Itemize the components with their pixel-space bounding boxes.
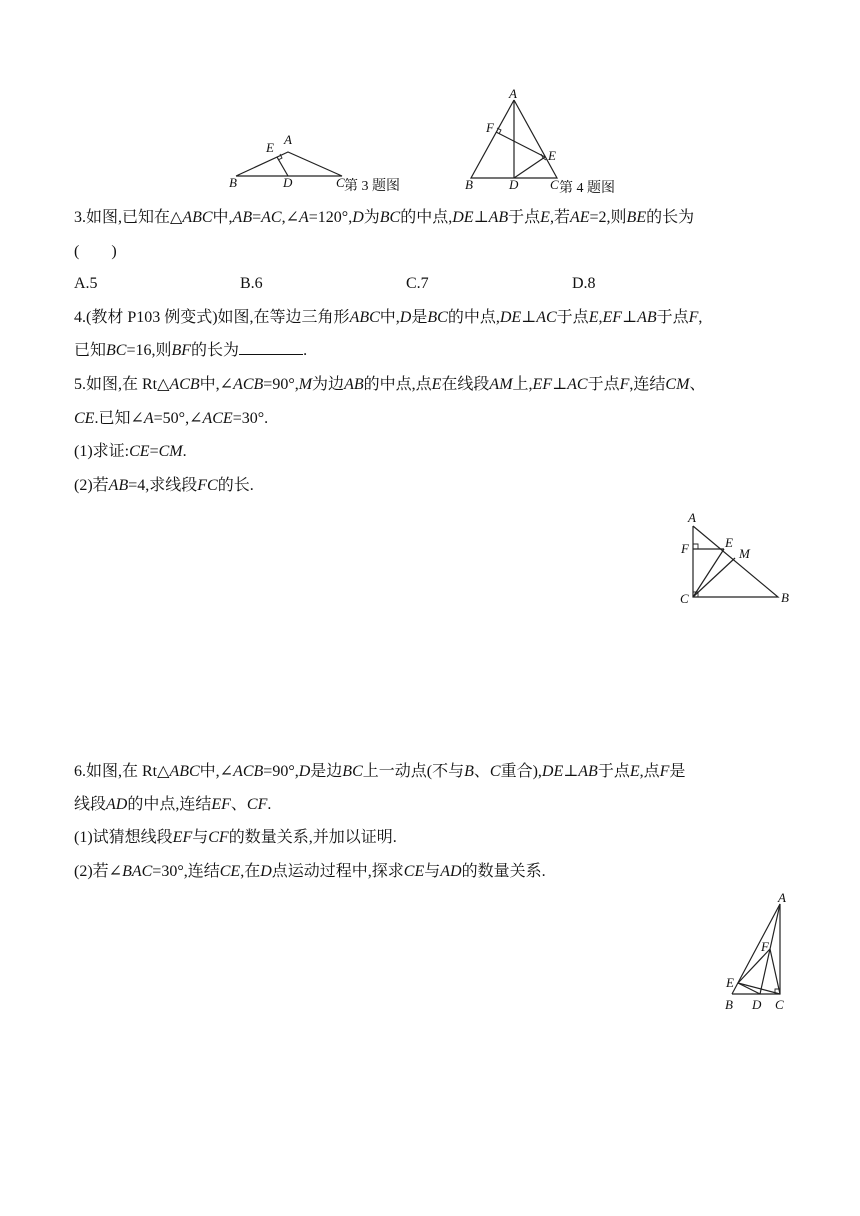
label-e: E [548, 148, 556, 163]
q5-sub-2: (2)若AB=4,求线段FC的长. [74, 477, 254, 494]
figure-5 [672, 508, 802, 608]
triangle-abc [236, 152, 342, 176]
q4-line-1: 4.(教材 P103 例变式)如图,在等边三角形ABC中,D是BC的中点,DE⊥AC于点E,EF⊥AB于点F, [74, 309, 703, 326]
label-a: A [688, 510, 696, 525]
label-d: D [509, 177, 519, 192]
q3-option-b: B.6 [240, 275, 263, 292]
figure-4-caption: 第 4 题图 [559, 181, 615, 196]
q3-option-a: A.5 [74, 275, 98, 292]
label-e: E [725, 535, 733, 550]
right-angle-mark-f [693, 544, 698, 549]
label-b: B [725, 997, 733, 1012]
segment-ef [496, 132, 545, 157]
segment-cf [770, 949, 780, 994]
label-b: B [229, 175, 237, 190]
q3-line-1: 3.如图,已知在△ABC中,AB=AC,∠A=120°,D为BC的中点,DE⊥AB于点E,若AE=2,则BE的长为 [74, 209, 695, 226]
label-f: F [761, 939, 769, 954]
q5-sub-1: (1)求证:CE=CM. [74, 443, 187, 460]
segment-ce [738, 983, 780, 994]
segment-ef [738, 949, 770, 983]
q5-line-2: CE.已知∠A=50°,∠ACE=30°. [74, 410, 269, 427]
triangle-acb [693, 526, 778, 597]
label-m: M [739, 546, 750, 561]
label-c: C [775, 997, 784, 1012]
label-a: A [778, 890, 786, 905]
answer-blank[interactable] [239, 340, 303, 355]
label-f: F [486, 120, 494, 135]
label-d: D [752, 997, 762, 1012]
label-b: B [781, 590, 789, 605]
q4-line-2: 已知BC=16,则BF的长为 . [74, 342, 308, 359]
q6-line-1: 6.如图,在 Rt△ABC中,∠ACB=90°,D是边BC上一动点(不与B、C重合),DE⊥AB于点E,点F是 [74, 763, 686, 780]
segment-de [514, 157, 545, 178]
q3-option-c: C.7 [406, 275, 429, 292]
figure-3 [220, 120, 430, 200]
label-a: A [284, 132, 292, 147]
q6-sub-1: (1)试猜想线段EF与CF的数量关系,并加以证明. [74, 829, 397, 846]
q3-answer-paren: ( ) [74, 243, 117, 260]
q3-option-d: D.8 [572, 275, 596, 292]
label-a: A [509, 86, 517, 101]
figure-3-caption: 第 3 题图 [344, 179, 400, 194]
q6-sub-2: (2)若∠BAC=30°,连结CE,在D点运动过程中,探求CE与AD的数量关系. [74, 863, 546, 880]
label-c: C [336, 175, 345, 190]
label-e: E [726, 975, 734, 990]
label-e: E [266, 140, 274, 155]
figure-4 [455, 86, 645, 198]
label-d: D [283, 175, 293, 190]
label-f: F [681, 541, 689, 556]
label-b: B [465, 177, 473, 192]
figure-6 [718, 890, 798, 1016]
q6-line-2: 线段AD的中点,连结EF、CF. [74, 796, 272, 813]
triangle-abc [732, 904, 780, 994]
q5-line-1: 5.如图,在 Rt△ACB中,∠ACB=90°,M为边AB的中点,点E在线段AM上,EF⊥AC于点F,连结CM、 [74, 376, 706, 393]
label-c: C [550, 177, 559, 192]
label-c: C [680, 591, 689, 606]
